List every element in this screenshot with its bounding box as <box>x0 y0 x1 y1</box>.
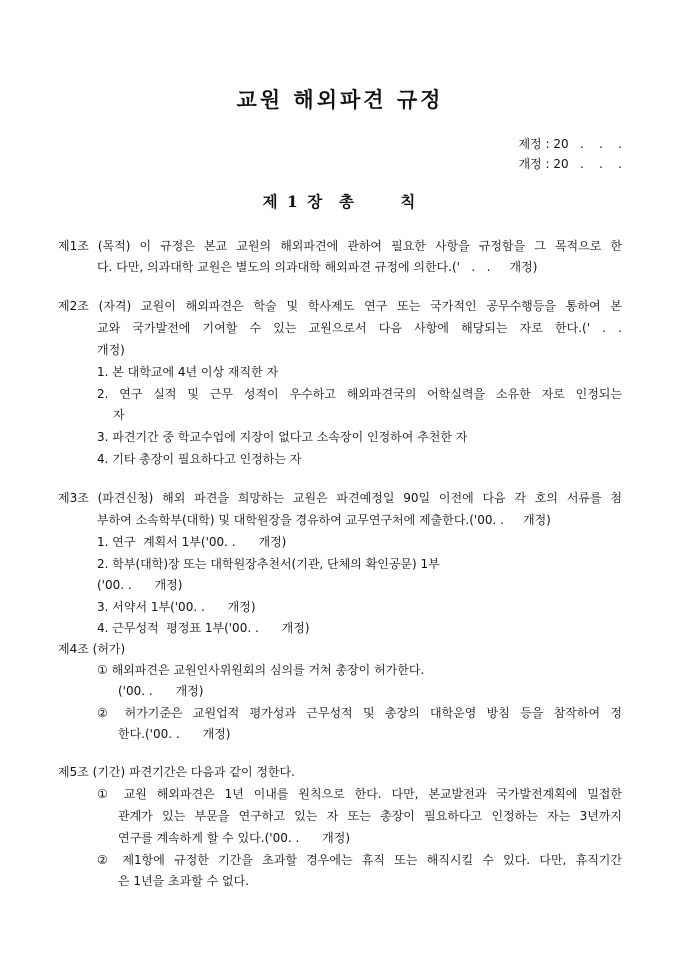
article-3-line-2: 부하여 소속학부(대학) 및 대학원장을 경유하여 교무연구처에 제출한다.('00. . 개정) <box>97 513 551 527</box>
article-1-line-1: 제1조 (목적) 이 규정은 본교 교원의 해외파견에 관하여 필요한 사항을 규정함을 그 목적으로 한 <box>58 239 622 253</box>
article-2-item-1: 1. 본 대학교에 4년 이상 재직한 자 <box>97 365 279 379</box>
revised-date: 개정 : 20 . . . <box>518 157 622 171</box>
enacted-date: 제정 : 20 . . . <box>518 137 622 151</box>
article-5-item-2: ② 제1항에 규정한 기간을 초과할 경우에는 휴직 또는 해직시킬 수 있다. 다만, 휴직기간 <box>97 853 622 867</box>
article-3-item-2: 2. 학부(대학)장 또는 대학원장추천서(기관, 단체의 확인공문) 1부 <box>97 557 440 571</box>
article-2-line-1: 제2조 (자격) 교원이 해외파견은 학술 및 학사제도 연구 또는 국가적인 공무수행등을 통하여 본 <box>58 299 622 313</box>
article-3-item-4: 4. 근무성적 평정표 1부('00. . 개정) <box>97 621 310 635</box>
article-4-item-1: ① 해외파견은 교원인사위원회의 심의를 거쳐 총장이 허가한다. <box>97 663 425 677</box>
article-2-line-3: 개정) <box>97 343 125 357</box>
article-2-item-2-cont: 자 <box>113 408 125 422</box>
article-3-line-1: 제3조 (파견신청) 해외 파견을 희망하는 교원은 파견예정일 90일 이전에 다음 각 호의 서류를 첨 <box>58 491 622 505</box>
article-3-item-3: 3. 서약서 1부('00. . 개정) <box>97 600 256 614</box>
article-2-item-4: 4. 기타 총장이 필요하다고 인정하는 자 <box>97 452 302 466</box>
chapter-heading: 제 1 장 총 칙 <box>262 192 418 211</box>
article-4-item-1-cont: ('00. . 개정) <box>118 684 204 698</box>
article-4-item-2-cont: 한다.('00. . 개정) <box>118 727 231 741</box>
article-5-item-1-cont-1: 관계가 있는 부문을 연구하고 있는 자 또는 총장이 필요하다고 인정하는 자는 3년까지 <box>118 809 622 823</box>
article-5-item-1: ① 교원 해외파견은 1년 이내를 원칙으로 한다. 다만, 본교발전과 국가발전계획에 밀접한 <box>97 787 622 801</box>
article-3-item-1: 1. 연구 계획서 1부('00. . 개정) <box>97 535 287 549</box>
article-1-line-2: 다. 다만, 의과대학 교원은 별도의 의과대학 해외파견 규정에 의한다.(' . . 개정) <box>97 260 538 274</box>
article-2-item-3: 3. 파견기간 중 학교수업에 지장이 없다고 소속장이 인정하여 추천한 자 <box>97 430 468 444</box>
article-2-item-2: 2. 연구 실적 및 근무 성적이 우수하고 해외파견국의 어학실력을 소유한 자로 인정되는 <box>97 387 622 401</box>
article-4-heading: 제4조 (허가) <box>58 642 126 656</box>
article-5-heading: 제5조 (기간) 파견기간은 다음과 같이 정한다. <box>58 765 295 779</box>
article-3-item-2-cont: ('00. . 개정) <box>97 578 183 592</box>
article-5-item-2-cont: 은 1년을 초과할 수 없다. <box>118 874 250 888</box>
document-title: 교원 해외파견 규정 <box>236 87 444 112</box>
article-4-item-2: ② 허가기준은 교원업적 평가성과 근무성적 및 총장의 대학운영 방침 등을 참작하여 정 <box>97 706 622 720</box>
article-5-item-1-cont-2: 연구를 계속하게 할 수 있다.('00. . 개정) <box>118 831 351 845</box>
article-2-line-2: 교와 국가발전에 기여할 수 있는 교원으로서 다음 사항에 해당되는 자로 한다.(' . . <box>97 321 622 335</box>
